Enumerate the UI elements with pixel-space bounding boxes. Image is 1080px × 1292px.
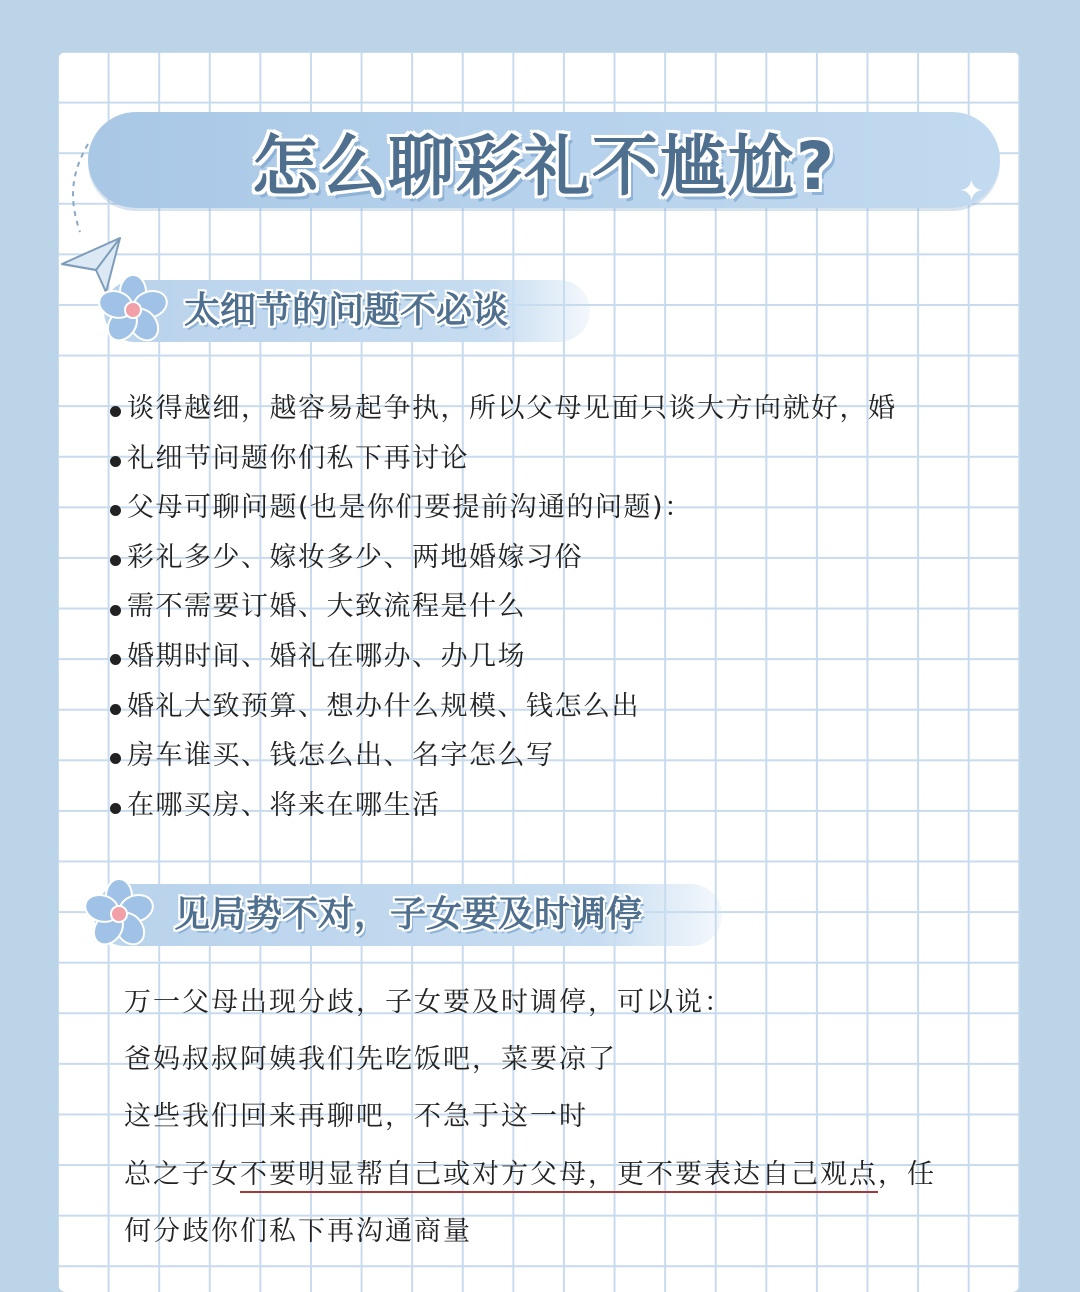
bullet-dot [110,704,121,715]
bullet-dot [110,753,121,764]
sparkle-icon: ✦ [958,174,984,209]
flower-icon [82,878,156,950]
list-item: 婚礼大致预算、想办什么规模、钱怎么出 [110,682,1010,732]
text-line: 万一父母出现分歧，子女要及时调停，可以说： [124,987,733,1018]
bullet-dot [110,605,121,616]
section-header-details [104,280,590,342]
text-line: 总之子女不要明显帮自己或对方父母，更不要表达自己观点，任 [124,1158,936,1190]
section-heading-mediate: 见局势不对，子女要及时调停 [174,894,643,935]
list-item: 谈得越细，越容易起争执，所以父母见面只谈大方向就好，婚 [110,384,1010,434]
underlined-advice: 不要明显帮自己或对方父母，更不要表达自己观点 [240,1158,878,1190]
text-line: 爸妈叔叔阿姨我们先吃饭吧，菜要凉了 [124,1044,617,1076]
title-banner [88,112,1000,208]
list-item: 在哪买房、将来在哪生活 [110,781,1010,831]
list-item: 父母可聊问题(也是你们要提前沟通的问题)： [110,483,1010,533]
list-item: 彩礼多少、嫁妆多少、两地婚嫁习俗 [110,533,1010,583]
bullet-dot [110,505,121,516]
text-line: 何分歧你们私下再沟通商量 [124,1215,472,1247]
section-heading-details: 太细节的问题不必谈 [184,290,509,331]
list-item: 需不需要订婚、大致流程是什么 [110,582,1010,632]
mediation-text [124,974,1004,1260]
list-item: 婚期时间、婚礼在哪办、办几场 [110,632,1010,682]
note-card [58,52,1020,1292]
bullet-list [110,384,1010,830]
section-header-mediate [94,884,722,946]
bullet-dot [110,654,121,665]
bullet-dot [110,803,121,814]
flower-icon [96,274,170,346]
bullet-dot [110,456,121,467]
bullet-dot [110,406,121,417]
list-item: 房车谁买、钱怎么出、名字怎么写 [110,731,1010,781]
page-title: 怎么聊彩礼不尴尬? [251,127,837,205]
text-line: 这些我们回来再聊吧，不急于这一时 [124,1101,588,1133]
bullet-dot [110,555,121,566]
list-item: 礼细节问题你们私下再讨论 [110,434,1010,484]
